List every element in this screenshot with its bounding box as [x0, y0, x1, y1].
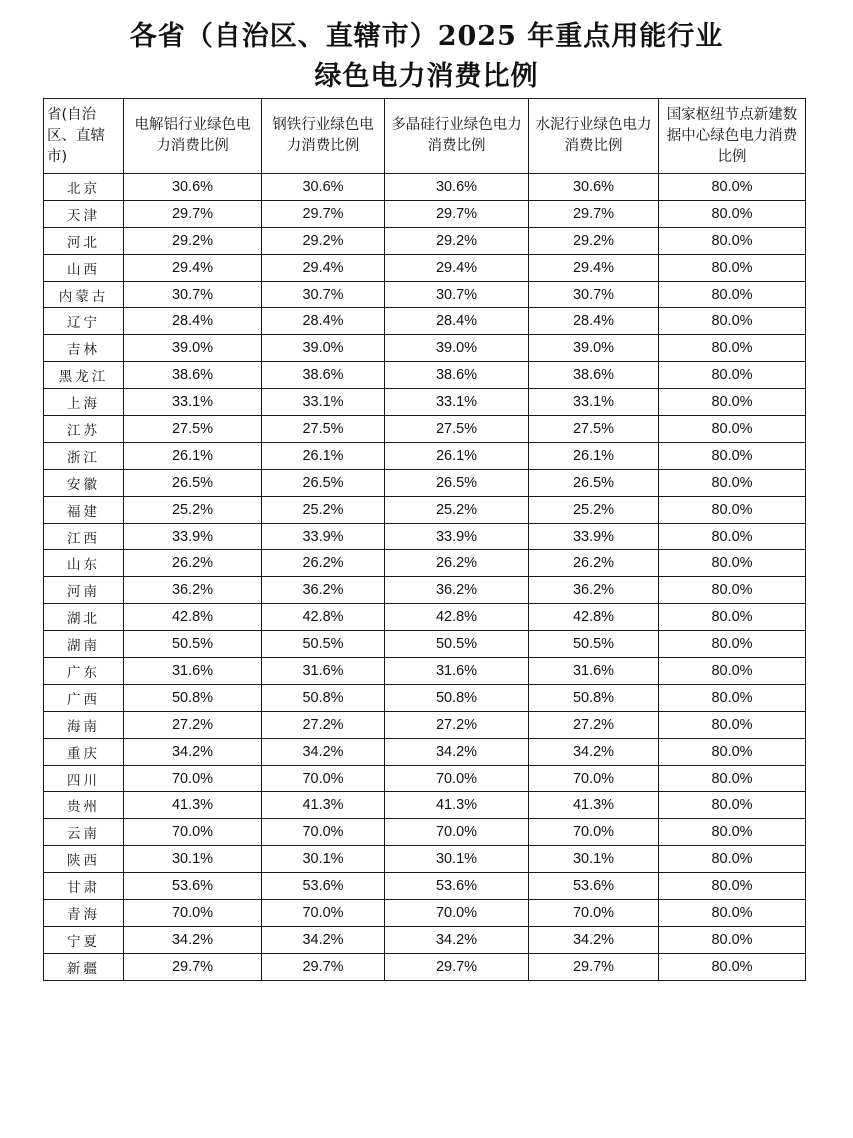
cell-province: 内蒙古 — [44, 281, 124, 308]
cell-polysilicon: 41.3% — [385, 792, 529, 819]
cell-province: 广西 — [44, 684, 124, 711]
cell-data-center: 80.0% — [659, 200, 806, 227]
cell-electrolytic-aluminum: 50.5% — [124, 631, 262, 658]
cell-data-center: 80.0% — [659, 496, 806, 523]
table-row — [44, 496, 806, 523]
table-row — [44, 200, 806, 227]
cell-cement: 53.6% — [529, 873, 659, 900]
cell-steel: 36.2% — [262, 577, 385, 604]
cell-steel: 26.1% — [262, 442, 385, 469]
cell-steel: 38.6% — [262, 362, 385, 389]
table-row — [44, 550, 806, 577]
cell-steel: 31.6% — [262, 658, 385, 685]
cell-steel: 25.2% — [262, 496, 385, 523]
header-province: 省(自治区、直辖市) — [44, 99, 124, 174]
cell-data-center: 80.0% — [659, 926, 806, 953]
cell-province: 湖南 — [44, 631, 124, 658]
cell-data-center: 80.0% — [659, 953, 806, 980]
cell-province: 安徽 — [44, 469, 124, 496]
table-row — [44, 604, 806, 631]
cell-electrolytic-aluminum: 30.7% — [124, 281, 262, 308]
cell-polysilicon: 50.8% — [385, 684, 529, 711]
cell-steel: 34.2% — [262, 738, 385, 765]
cell-polysilicon: 26.5% — [385, 469, 529, 496]
cell-data-center: 80.0% — [659, 389, 806, 416]
table-row — [44, 846, 806, 873]
cell-cement: 34.2% — [529, 738, 659, 765]
cell-polysilicon: 70.0% — [385, 819, 529, 846]
table-row — [44, 631, 806, 658]
cell-polysilicon: 70.0% — [385, 900, 529, 927]
cell-steel: 50.5% — [262, 631, 385, 658]
cell-province: 江西 — [44, 523, 124, 550]
cell-polysilicon: 30.7% — [385, 281, 529, 308]
table-row — [44, 416, 806, 443]
table-row — [44, 711, 806, 738]
cell-electrolytic-aluminum: 39.0% — [124, 335, 262, 362]
table-row — [44, 926, 806, 953]
cell-polysilicon: 36.2% — [385, 577, 529, 604]
cell-electrolytic-aluminum: 30.6% — [124, 174, 262, 201]
cell-polysilicon: 38.6% — [385, 362, 529, 389]
cell-polysilicon: 30.6% — [385, 174, 529, 201]
cell-steel: 70.0% — [262, 900, 385, 927]
cell-steel: 50.8% — [262, 684, 385, 711]
table-row — [44, 281, 806, 308]
cell-data-center: 80.0% — [659, 658, 806, 685]
cell-province: 重庆 — [44, 738, 124, 765]
cell-province: 黑龙江 — [44, 362, 124, 389]
cell-steel: 53.6% — [262, 873, 385, 900]
cell-electrolytic-aluminum: 70.0% — [124, 900, 262, 927]
cell-data-center: 80.0% — [659, 631, 806, 658]
cell-cement: 30.7% — [529, 281, 659, 308]
cell-province: 北京 — [44, 174, 124, 201]
header-data-center: 国家枢纽节点新建数据中心绿色电力消费比例 — [659, 99, 806, 174]
cell-cement: 70.0% — [529, 819, 659, 846]
cell-steel: 30.1% — [262, 846, 385, 873]
cell-electrolytic-aluminum: 70.0% — [124, 765, 262, 792]
table-row — [44, 174, 806, 201]
cell-polysilicon: 34.2% — [385, 926, 529, 953]
table-row — [44, 819, 806, 846]
cell-steel: 30.6% — [262, 174, 385, 201]
cell-cement: 39.0% — [529, 335, 659, 362]
cell-steel: 70.0% — [262, 819, 385, 846]
header-electrolytic-aluminum: 电解铝行业绿色电力消费比例 — [124, 99, 262, 174]
cell-cement: 36.2% — [529, 577, 659, 604]
cell-cement: 50.5% — [529, 631, 659, 658]
cell-steel: 26.2% — [262, 550, 385, 577]
cell-cement: 26.2% — [529, 550, 659, 577]
cell-electrolytic-aluminum: 50.8% — [124, 684, 262, 711]
cell-data-center: 80.0% — [659, 577, 806, 604]
cell-data-center: 80.0% — [659, 819, 806, 846]
table-row — [44, 873, 806, 900]
cell-polysilicon: 29.4% — [385, 254, 529, 281]
cell-cement: 42.8% — [529, 604, 659, 631]
green-power-ratio-table — [43, 98, 806, 981]
cell-steel: 70.0% — [262, 765, 385, 792]
cell-province: 天津 — [44, 200, 124, 227]
cell-province: 海南 — [44, 711, 124, 738]
cell-cement: 29.7% — [529, 200, 659, 227]
table-row — [44, 684, 806, 711]
cell-cement: 50.8% — [529, 684, 659, 711]
cell-data-center: 80.0% — [659, 308, 806, 335]
cell-cement: 70.0% — [529, 900, 659, 927]
cell-electrolytic-aluminum: 28.4% — [124, 308, 262, 335]
table-row — [44, 254, 806, 281]
cell-province: 吉林 — [44, 335, 124, 362]
cell-polysilicon: 50.5% — [385, 631, 529, 658]
cell-data-center: 80.0% — [659, 523, 806, 550]
cell-polysilicon: 29.7% — [385, 953, 529, 980]
cell-data-center: 80.0% — [659, 873, 806, 900]
cell-electrolytic-aluminum: 33.1% — [124, 389, 262, 416]
cell-electrolytic-aluminum: 29.4% — [124, 254, 262, 281]
cell-data-center: 80.0% — [659, 900, 806, 927]
table-row — [44, 308, 806, 335]
document-title-line-2: 绿色电力消费比例 — [314, 61, 539, 92]
cell-polysilicon: 26.1% — [385, 442, 529, 469]
cell-electrolytic-aluminum: 26.2% — [124, 550, 262, 577]
cell-steel: 41.3% — [262, 792, 385, 819]
cell-electrolytic-aluminum: 34.2% — [124, 738, 262, 765]
cell-cement: 30.6% — [529, 174, 659, 201]
cell-cement: 26.1% — [529, 442, 659, 469]
cell-cement: 33.9% — [529, 523, 659, 550]
table-row — [44, 389, 806, 416]
cell-data-center: 80.0% — [659, 846, 806, 873]
cell-cement: 31.6% — [529, 658, 659, 685]
document-title-line-1: 各省（自治区、直辖市）2025 年重点用能行业 — [129, 21, 724, 52]
table-row — [44, 227, 806, 254]
table-row — [44, 900, 806, 927]
cell-province: 四川 — [44, 765, 124, 792]
cell-province: 河北 — [44, 227, 124, 254]
cell-province: 福建 — [44, 496, 124, 523]
cell-data-center: 80.0% — [659, 227, 806, 254]
cell-polysilicon: 28.4% — [385, 308, 529, 335]
cell-electrolytic-aluminum: 38.6% — [124, 362, 262, 389]
cell-province: 贵州 — [44, 792, 124, 819]
cell-data-center: 80.0% — [659, 335, 806, 362]
cell-data-center: 80.0% — [659, 362, 806, 389]
cell-electrolytic-aluminum: 29.7% — [124, 953, 262, 980]
cell-polysilicon: 27.5% — [385, 416, 529, 443]
cell-steel: 29.2% — [262, 227, 385, 254]
cell-province: 山西 — [44, 254, 124, 281]
table-row — [44, 335, 806, 362]
cell-steel: 33.1% — [262, 389, 385, 416]
cell-cement: 25.2% — [529, 496, 659, 523]
cell-cement: 29.2% — [529, 227, 659, 254]
cell-province: 河南 — [44, 577, 124, 604]
cell-polysilicon: 27.2% — [385, 711, 529, 738]
cell-province: 新疆 — [44, 953, 124, 980]
cell-electrolytic-aluminum: 29.2% — [124, 227, 262, 254]
cell-polysilicon: 70.0% — [385, 765, 529, 792]
cell-data-center: 80.0% — [659, 684, 806, 711]
cell-province: 江苏 — [44, 416, 124, 443]
cell-cement: 33.1% — [529, 389, 659, 416]
cell-province: 辽宁 — [44, 308, 124, 335]
cell-province: 湖北 — [44, 604, 124, 631]
cell-data-center: 80.0% — [659, 550, 806, 577]
cell-steel: 29.7% — [262, 953, 385, 980]
cell-province: 山东 — [44, 550, 124, 577]
cell-cement: 38.6% — [529, 362, 659, 389]
cell-cement: 30.1% — [529, 846, 659, 873]
cell-data-center: 80.0% — [659, 765, 806, 792]
cell-electrolytic-aluminum: 53.6% — [124, 873, 262, 900]
table-row — [44, 523, 806, 550]
cell-cement: 34.2% — [529, 926, 659, 953]
cell-electrolytic-aluminum: 31.6% — [124, 658, 262, 685]
table-row — [44, 658, 806, 685]
cell-cement: 70.0% — [529, 765, 659, 792]
cell-cement: 27.2% — [529, 711, 659, 738]
table-row — [44, 469, 806, 496]
cell-steel: 27.2% — [262, 711, 385, 738]
cell-electrolytic-aluminum: 29.7% — [124, 200, 262, 227]
cell-polysilicon: 42.8% — [385, 604, 529, 631]
cell-electrolytic-aluminum: 42.8% — [124, 604, 262, 631]
cell-data-center: 80.0% — [659, 254, 806, 281]
cell-polysilicon: 31.6% — [385, 658, 529, 685]
cell-polysilicon: 29.7% — [385, 200, 529, 227]
cell-electrolytic-aluminum: 41.3% — [124, 792, 262, 819]
cell-polysilicon: 33.1% — [385, 389, 529, 416]
cell-province: 云南 — [44, 819, 124, 846]
cell-steel: 42.8% — [262, 604, 385, 631]
table-row — [44, 442, 806, 469]
table-row — [44, 792, 806, 819]
cell-province: 甘肃 — [44, 873, 124, 900]
cell-province: 青海 — [44, 900, 124, 927]
cell-data-center: 80.0% — [659, 792, 806, 819]
cell-polysilicon: 39.0% — [385, 335, 529, 362]
cell-polysilicon: 25.2% — [385, 496, 529, 523]
table-row — [44, 765, 806, 792]
cell-electrolytic-aluminum: 36.2% — [124, 577, 262, 604]
table-row — [44, 362, 806, 389]
cell-steel: 27.5% — [262, 416, 385, 443]
cell-cement: 27.5% — [529, 416, 659, 443]
cell-electrolytic-aluminum: 34.2% — [124, 926, 262, 953]
cell-cement: 41.3% — [529, 792, 659, 819]
cell-electrolytic-aluminum: 26.1% — [124, 442, 262, 469]
table-header-row — [44, 99, 806, 174]
cell-data-center: 80.0% — [659, 416, 806, 443]
cell-electrolytic-aluminum: 27.5% — [124, 416, 262, 443]
cell-steel: 26.5% — [262, 469, 385, 496]
cell-electrolytic-aluminum: 70.0% — [124, 819, 262, 846]
cell-electrolytic-aluminum: 26.5% — [124, 469, 262, 496]
cell-polysilicon: 30.1% — [385, 846, 529, 873]
cell-cement: 28.4% — [529, 308, 659, 335]
header-cement: 水泥行业绿色电力消费比例 — [529, 99, 659, 174]
cell-steel: 39.0% — [262, 335, 385, 362]
cell-polysilicon: 53.6% — [385, 873, 529, 900]
cell-polysilicon: 34.2% — [385, 738, 529, 765]
cell-polysilicon: 26.2% — [385, 550, 529, 577]
cell-data-center: 80.0% — [659, 442, 806, 469]
cell-polysilicon: 33.9% — [385, 523, 529, 550]
cell-data-center: 80.0% — [659, 711, 806, 738]
cell-electrolytic-aluminum: 25.2% — [124, 496, 262, 523]
table-row — [44, 577, 806, 604]
cell-polysilicon: 29.2% — [385, 227, 529, 254]
cell-province: 宁夏 — [44, 926, 124, 953]
header-steel: 钢铁行业绿色电力消费比例 — [262, 99, 385, 174]
cell-data-center: 80.0% — [659, 469, 806, 496]
cell-cement: 29.4% — [529, 254, 659, 281]
cell-cement: 29.7% — [529, 953, 659, 980]
cell-cement: 26.5% — [529, 469, 659, 496]
cell-steel: 33.9% — [262, 523, 385, 550]
cell-province: 上海 — [44, 389, 124, 416]
cell-province: 浙江 — [44, 442, 124, 469]
cell-data-center: 80.0% — [659, 174, 806, 201]
cell-electrolytic-aluminum: 27.2% — [124, 711, 262, 738]
cell-steel: 29.7% — [262, 200, 385, 227]
cell-steel: 34.2% — [262, 926, 385, 953]
cell-electrolytic-aluminum: 33.9% — [124, 523, 262, 550]
table-row — [44, 953, 806, 980]
table-row — [44, 738, 806, 765]
header-polysilicon: 多晶硅行业绿色电力消费比例 — [385, 99, 529, 174]
cell-steel: 29.4% — [262, 254, 385, 281]
cell-province: 陕西 — [44, 846, 124, 873]
cell-electrolytic-aluminum: 30.1% — [124, 846, 262, 873]
cell-data-center: 80.0% — [659, 738, 806, 765]
cell-steel: 28.4% — [262, 308, 385, 335]
cell-province: 广东 — [44, 658, 124, 685]
cell-data-center: 80.0% — [659, 281, 806, 308]
cell-steel: 30.7% — [262, 281, 385, 308]
cell-data-center: 80.0% — [659, 604, 806, 631]
table-body — [44, 174, 806, 981]
